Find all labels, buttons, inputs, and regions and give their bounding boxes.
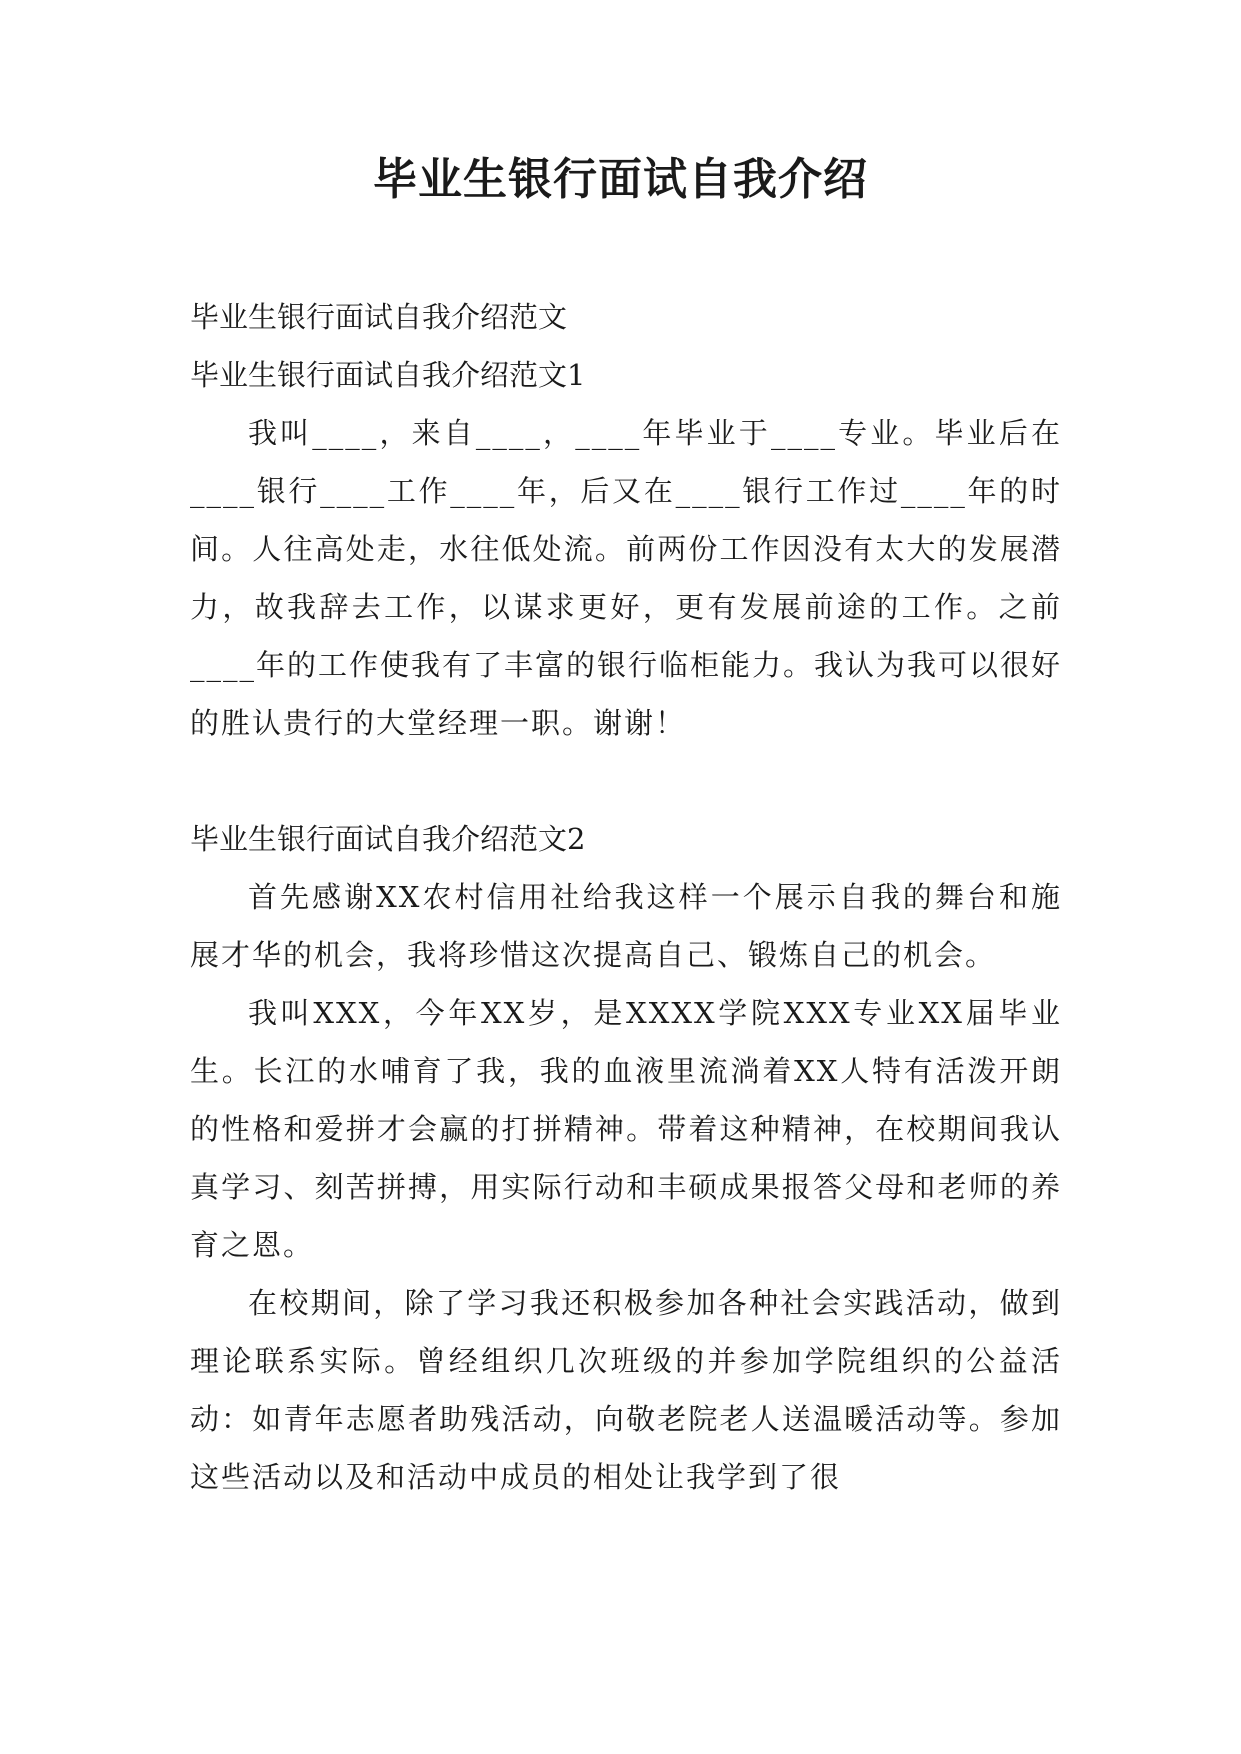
section-heading: 毕业生银行面试自我介绍范文2 xyxy=(190,822,586,856)
paragraph: 在校期间，除了学习我还积极参加各种社会实践活动，做到理论联系实际。曾经组织几次班级的并参加学院组织的公益活动：如青年志愿者助残活动，向敬老院老人送温暖活动等。参加这些活动以及和活动中成员的相处让我学到了很 xyxy=(190,1286,1062,1494)
document-body xyxy=(190,288,1062,1506)
document-subtitle: 毕业生银行面试自我介绍范文 xyxy=(190,300,568,334)
section-heading: 毕业生银行面试自我介绍范文1 xyxy=(190,358,586,392)
paragraph: 首先感谢XX农村信用社给我这样一个展示自我的舞台和施展才华的机会，我将珍惜这次提高自己、锻炼自己的机会。 xyxy=(190,880,1062,972)
section-1 xyxy=(190,346,1062,752)
section-2 xyxy=(190,810,1062,1506)
paragraph: 我叫____，来自____，____年毕业于____专业。毕业后在____银行____工作____年，后又在____银行工作过____年的时间。人往高处走，水往低处流。前两份工作因没有太大的发展潜力，故我辞去工作，以谋求更好，更有发展前途的工作。之前____年的工作使我有了丰富的银行临柜能力。我认为我可以很好的胜认贵行的大堂经理一职。谢谢！ xyxy=(190,416,1063,740)
section-spacer xyxy=(190,752,1062,810)
paragraph: 我叫XXX，今年XX岁，是XXXX学院XXX专业XX届毕业生。长江的水哺育了我，我的血液里流淌着XX人特有活泼开朗的性格和爱拼才会赢的打拼精神。带着这种精神，在校期间我认真学习、刻苦拼搏，用实际行动和丰硕成果报答父母和老师的养育之恩。 xyxy=(190,996,1062,1262)
document-title: 毕业生银行面试自我介绍 xyxy=(373,154,868,205)
